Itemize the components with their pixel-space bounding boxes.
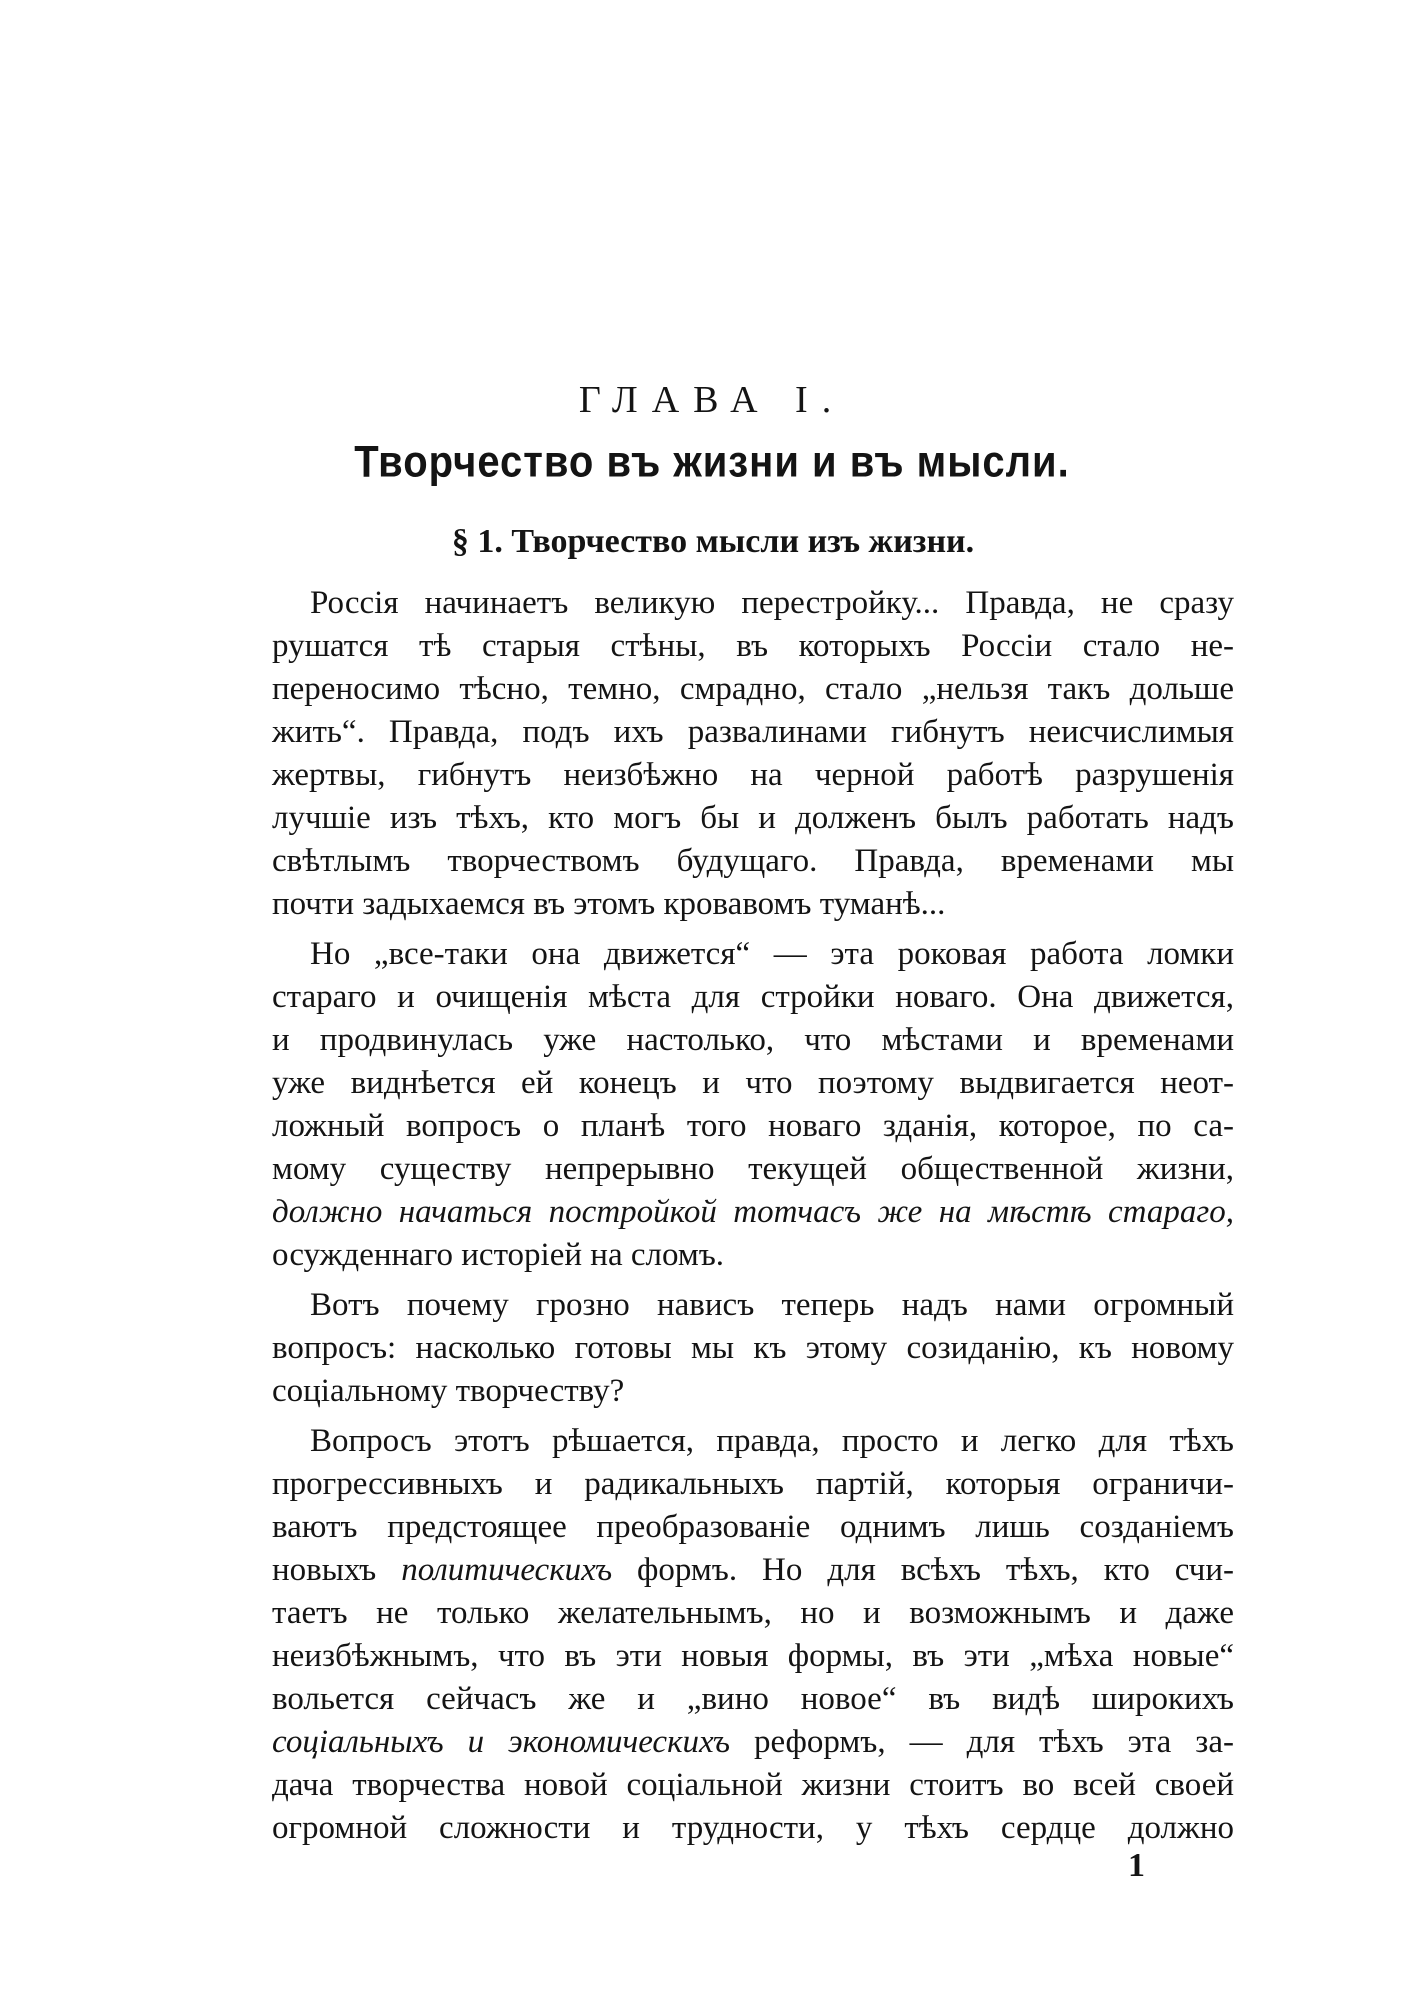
text-line-mixed — [234, 1549, 1234, 1592]
text-line: соціальному творчеству? — [272, 1373, 625, 1409]
text-line: таетъ не только желательнымъ, но и возможнымъ и даже — [272, 1595, 1234, 1631]
text-line: ложный вопросъ о планѣ того новаго зданія, которое, по са- — [272, 1108, 1234, 1144]
page-number: 1 — [1128, 1847, 1145, 1884]
text-line: дача творчества новой соціальной жизни стоитъ во всей своей — [272, 1767, 1234, 1803]
text-line: неизбѣжнымъ, что въ эти новыя формы, въ эти „мѣха новые“ — [272, 1638, 1234, 1674]
paragraph-1 — [234, 582, 1234, 926]
text-line: вопросъ: насколько готовы мы къ этому созиданію, къ новому — [272, 1330, 1234, 1366]
text-line: рушатся тѣ старыя стѣны, въ которыхъ Россіи стало не- — [272, 628, 1234, 664]
text-line: почти задыхаемся въ этомъ кровавомъ туманѣ... — [272, 886, 946, 922]
paragraph-2 — [234, 933, 1234, 1277]
text-fragment: реформъ, — для тѣхъ эта за- — [753, 1724, 1234, 1760]
text-fragment: новыхъ — [272, 1552, 377, 1588]
chapter-label: ГЛАВА I. — [578, 379, 846, 421]
text-line: Россія начинаетъ великую перестройку... Правда, не сразу — [310, 585, 1234, 621]
text-fragment: формъ. Но для всѣхъ тѣхъ, кто счи- — [637, 1552, 1235, 1588]
text-line: осужденнаго исторіей на сломъ. — [272, 1237, 725, 1273]
text-line: и продвинулась уже настолько, что мѣстами и временами — [272, 1022, 1234, 1058]
body-text — [234, 582, 1234, 1850]
text-line: уже виднѣется ей конецъ и что поэтому выдвигается неот- — [272, 1065, 1234, 1101]
text-line: Вотъ почему грозно нависъ теперь надъ нами огромный — [310, 1287, 1234, 1323]
text-line: ваютъ предстоящее преобразованіе однимъ лишь созданіемъ — [272, 1509, 1234, 1545]
text-line-italic: должно начаться постройкой тотчасъ же на мѣстѣ стараго, — [272, 1194, 1234, 1230]
text-line: жертвы, гибнутъ неизбѣжно на черной работѣ разрушенія — [272, 757, 1234, 793]
paragraph-3 — [234, 1284, 1234, 1413]
text-line: переносимо тѣсно, темно, смрадно, стало „нельзя такъ дольше — [272, 671, 1234, 707]
text-line: огромной сложности и трудности, у тѣхъ сердце должно — [272, 1810, 1234, 1846]
text-line: Но „все-таки она движется“ — эта роковая работа ломки — [310, 936, 1234, 972]
text-line: свѣтлымъ творчествомъ будущаго. Правда, временами мы — [272, 843, 1234, 879]
text-line: вольется сейчасъ же и „вино новое“ въ видѣ широкихъ — [272, 1681, 1234, 1717]
text-line-mixed — [234, 1721, 1234, 1764]
text-line: лучшіе изъ тѣхъ, кто могъ бы и долженъ былъ работать надъ — [272, 800, 1234, 836]
chapter-title: Творчество въ жизни и въ мысли. — [354, 437, 1070, 487]
text-line: жить“. Правда, подъ ихъ развалинами гибнутъ неисчислимыя — [272, 714, 1234, 750]
text-line: мому существу непрерывно текущей общественной жизни, — [272, 1151, 1234, 1187]
text-fragment-italic: соціальныхъ и экономическихъ — [272, 1724, 730, 1760]
text-line: стараго и очищенія мѣста для стройки новаго. Она движется, — [272, 979, 1234, 1015]
paragraph-4 — [234, 1420, 1234, 1850]
text-fragment-italic: политическихъ — [401, 1552, 613, 1588]
text-line: прогрессивныхъ и радикальныхъ партій, которыя ограничи- — [272, 1466, 1234, 1502]
text-line: Вопросъ этотъ рѣшается, правда, просто и легко для тѣхъ — [310, 1423, 1234, 1459]
section-title: § 1. Творчество мысли изъ жизни. — [451, 523, 975, 560]
